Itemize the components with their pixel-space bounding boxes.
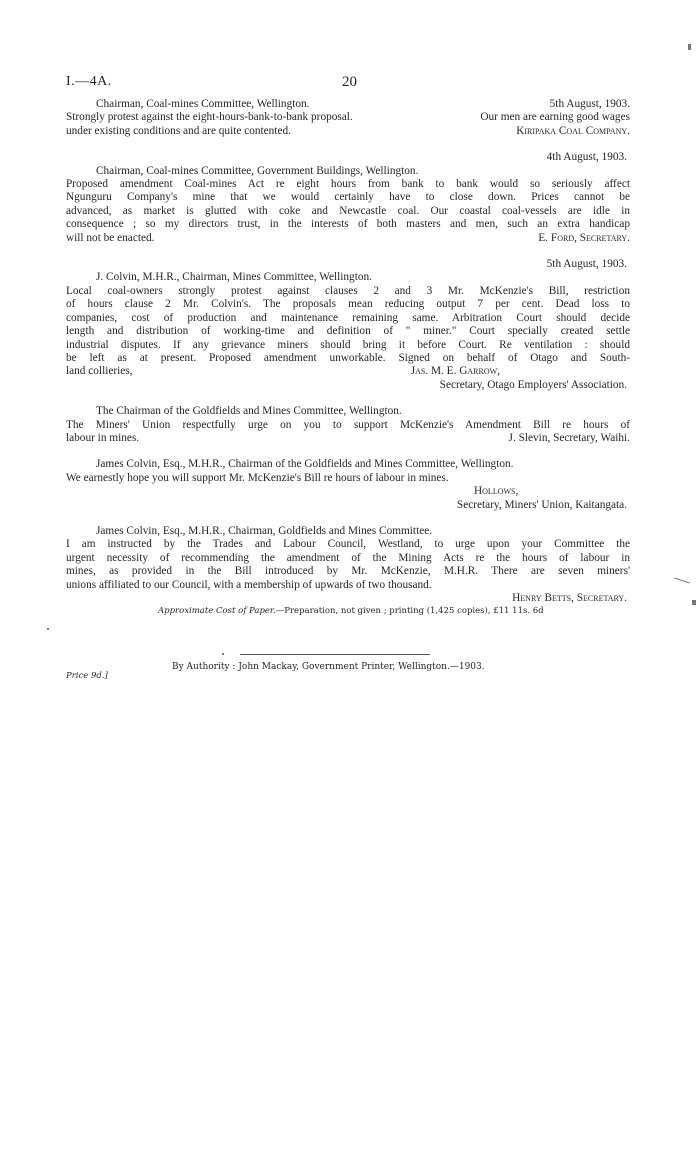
letter-line (66, 111, 630, 124)
addressee: James Colvin, Esq., M.H.R., Chairman, Goldfields and Mines Committee. (96, 524, 433, 537)
letter-line: The Miners' Union respectfully urge on you to support McKenzie's Amendment Bill re hours of (66, 418, 630, 431)
letter-text: Our men are earning good wages (480, 111, 630, 124)
letter-line: advanced, as market is glutted with coke and Newcastle coal. Our coastal coal-vessels are idle in (66, 204, 630, 217)
letter-line (66, 125, 630, 138)
signatory-title: Secretary, Miners' Union, Kaitangata. (456, 498, 627, 511)
letter-line: Local coal-owners strongly protest against clauses 2 and 3 Mr. McKenzie's Bill, restriction (66, 284, 630, 297)
letter-ngunguru (66, 151, 630, 245)
letter-text: Strongly protest against the eight-hours-bank-to-bank proposal. (66, 111, 353, 124)
letter-otago-employers (66, 258, 630, 392)
addressee: J. Colvin, M.H.R., Chairman, Mines Committee, Wellington. (96, 271, 372, 284)
signatory: Jas. M. E. Garrow, (410, 365, 500, 378)
cost-text: —Preparation, not given ; printing (1,425 copies), £11 11s. 6d (275, 606, 544, 616)
addressee: Chairman, Coal-mines Committee, Government Buildings, Wellington. (96, 164, 419, 177)
page-header (66, 74, 634, 92)
signatory: Hollows, (474, 485, 519, 498)
letter-line: companies, cost of production and maintenance remaining same. Arbitration Court should decide (66, 311, 630, 324)
letter-line: Ngunguru Company's mine that we would certainly have to close down. Prices cannot be (66, 191, 630, 204)
scan-mark (692, 600, 696, 605)
scan-mark (222, 653, 224, 655)
letter-line (66, 98, 630, 111)
letter-line: I am instructed by the Trades and Labour Council, Westland, to urge upon your Committee the (66, 538, 630, 551)
price-note: Price 9d.] (66, 671, 108, 681)
addressee: James Colvin, Esq., M.H.R., Chairman of the Goldfields and Mines Committee, Wellington. (96, 458, 514, 471)
letter-line (66, 432, 630, 445)
letter-line: length and distribution of working-time and definition of " miner." Court specially created settle (66, 325, 630, 338)
letter-text: under existing conditions and are quite contented. (66, 124, 291, 137)
signatory: E. Ford, Secretary. (538, 231, 630, 244)
letter-line: be left as at present. Proposed amendment unworkable. Signed on behalf of Otago and South- (66, 351, 630, 364)
addressee: Chairman, Coal-mines Committee, Wellington. (96, 98, 310, 110)
letter-line: Proposed amendment Coal-mines Act re eight hours from bank to bank would so seriously affect (66, 178, 630, 191)
letter-date: 5th August, 1903. (546, 258, 627, 271)
document-reference: I.—4A. (66, 74, 112, 89)
letter-line: consequence ; so my directors trust, in the interests of both masters and men, such an extra handicap (66, 218, 630, 231)
letter-line (66, 232, 630, 245)
letter-date: 5th August, 1903. (549, 98, 630, 110)
letter-waihi (66, 405, 630, 445)
scan-mark (47, 628, 49, 630)
cost-label: Approximate Cost of Paper. (158, 606, 276, 616)
letter-kiripaka (66, 98, 630, 138)
letter-line: We earnestly hope you will support Mr. McKenzie's Bill re hours of labour in mines. (66, 471, 449, 484)
letter-text: will not be enacted. (66, 231, 155, 244)
addressee: The Chairman of the Goldfields and Mines Committee, Wellington. (96, 405, 402, 418)
letter-text: land collieries, (66, 365, 133, 378)
correspondence-body (66, 98, 630, 610)
letter-westland (66, 525, 630, 605)
cost-of-paper (158, 606, 544, 616)
letter-line: industrial disputes. If any grievance miners should bring it before Court. Re ventilation : should (66, 338, 630, 351)
footer-rule (240, 654, 430, 655)
letter-line: of hours clause 2 Mr. Colvin's. The proposals mean reducing output 7 per cent. Dead loss to (66, 298, 630, 311)
letter-line (66, 365, 630, 378)
signatory: Kiripaka Coal Company. (516, 124, 630, 137)
scan-mark (688, 44, 691, 50)
signatory: J. Slevin, Secretary, Waihi. (508, 431, 630, 444)
signatory-title: Secretary, Otago Employers' Association. (439, 378, 627, 391)
letter-kaitangata (66, 458, 630, 512)
page-number: 20 (342, 74, 357, 90)
signatory: Henry Betts, Secretary. (512, 592, 627, 604)
letter-line: urgent necessity of recommending the amendment of the Mining Acts re the hours of labour in (66, 551, 630, 564)
letter-text: labour in mines. (66, 431, 140, 444)
letter-date: 4th August, 1903. (546, 151, 627, 164)
letter-line: mines, as provided in the Bill introduced by Mr. McKenzie, M.H.R. There are seven miners' (66, 565, 630, 578)
letter-line: unions affiliated to our Council, with a membership of upwards of two thousand. (66, 578, 432, 591)
scan-mark (674, 578, 690, 584)
printer-authority: By Authority : John Mackay, Government Printer, Wellington.—1903. (172, 662, 485, 672)
